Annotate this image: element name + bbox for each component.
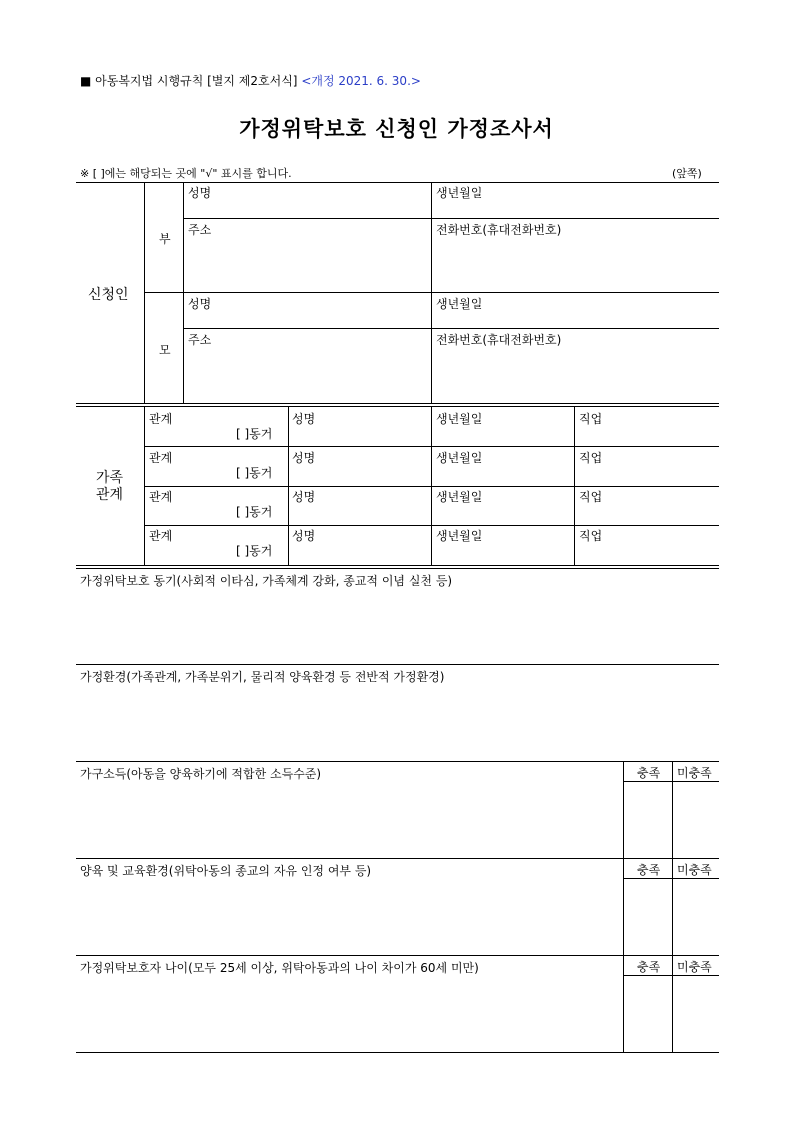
table-bottom-border [76, 1052, 719, 1053]
family-relation-field[interactable]: 관계 [149, 490, 173, 504]
mother-birth-field[interactable]: 생년월일 [436, 297, 483, 311]
family-label-line2: 관계 [96, 487, 124, 503]
father-phone-field[interactable]: 전화번호(휴대전화번호) [436, 223, 562, 237]
section-double-border [76, 403, 719, 407]
education-met-header: 충족 [637, 863, 661, 877]
environment-field[interactable]: 가정환경(가족관계, 가족분위기, 물리적 양육환경 등 전반적 가정환경) [80, 670, 445, 684]
cohabit-checkbox[interactable]: [ ]동거 [236, 505, 273, 519]
father-label: 부 [159, 232, 171, 246]
cohabit-checkbox[interactable]: [ ]동거 [236, 544, 273, 558]
row-divider [144, 525, 719, 526]
family-relation-field[interactable]: 관계 [149, 451, 173, 465]
family-relation-field[interactable]: 관계 [149, 529, 173, 543]
family-name-field[interactable]: 성명 [292, 412, 316, 426]
father-address-field[interactable]: 주소 [188, 223, 212, 237]
family-job-field[interactable]: 직업 [579, 412, 603, 426]
form-reference-text: ■ 아동복지법 시행규칙 [별지 제2호서식] [80, 74, 298, 88]
row-divider [144, 486, 719, 487]
form-reference [80, 74, 421, 88]
family-job-field[interactable]: 직업 [579, 451, 603, 465]
row-divider [76, 664, 719, 665]
age-met-checkbox[interactable] [624, 976, 672, 1052]
income-met-header: 충족 [637, 766, 661, 780]
family-label-line1: 가족 [96, 470, 124, 486]
row-divider [183, 218, 719, 219]
age-field[interactable]: 가정위탁보호자 나이(모두 25세 이상, 위탁아동과의 나이 차이가 60세 미만) [80, 961, 479, 975]
father-name-field[interactable]: 성명 [188, 186, 212, 200]
family-birth-field[interactable]: 생년월일 [436, 490, 483, 504]
family-name-field[interactable]: 성명 [292, 451, 316, 465]
income-met-checkbox[interactable] [624, 782, 672, 858]
education-field[interactable]: 양육 및 교육환경(위탁아동의 종교의 자유 인정 여부 등) [80, 864, 372, 878]
income-unmet-header: 미충족 [677, 766, 712, 780]
page-title: 가정위탁보호 신청인 가정조사서 [239, 117, 554, 141]
mother-label: 모 [159, 343, 171, 357]
father-mother-divider [144, 292, 719, 293]
row-divider [183, 328, 719, 329]
family-name-field[interactable]: 성명 [292, 490, 316, 504]
family-name-field[interactable]: 성명 [292, 529, 316, 543]
motive-field[interactable]: 가정위탁보호 동기(사회적 이타심, 가족체계 강화, 종교적 이념 실천 등) [80, 574, 453, 588]
amendment-date: <개정 2021. 6. 30.> [301, 74, 421, 88]
applicant-label: 신청인 [88, 287, 129, 303]
income-unmet-checkbox[interactable] [673, 782, 719, 858]
row-divider [144, 446, 719, 447]
income-field[interactable]: 가구소득(아동을 양육하기에 적합한 소득수준) [80, 767, 322, 781]
family-relation-field[interactable]: 관계 [149, 412, 173, 426]
family-job-field[interactable]: 직업 [579, 490, 603, 504]
family-birth-field[interactable]: 생년월일 [436, 451, 483, 465]
mother-name-field[interactable]: 성명 [188, 297, 212, 311]
row-divider [76, 858, 719, 859]
family-birth-field[interactable]: 생년월일 [436, 412, 483, 426]
section-double-border [76, 565, 719, 569]
mother-phone-field[interactable]: 전화번호(휴대전화번호) [436, 333, 562, 347]
family-job-field[interactable]: 직업 [579, 529, 603, 543]
age-unmet-checkbox[interactable] [673, 976, 719, 1052]
cohabit-checkbox[interactable]: [ ]동거 [236, 466, 273, 480]
mother-address-field[interactable]: 주소 [188, 333, 212, 347]
page-side-label: (앞쪽) [672, 167, 702, 180]
family-birth-field[interactable]: 생년월일 [436, 529, 483, 543]
table-top-border [76, 182, 719, 183]
row-divider [76, 955, 719, 956]
age-unmet-header: 미충족 [677, 960, 712, 974]
checkbox-instruction: ※ [ ]에는 해당되는 곳에 "√" 표시를 합니다. [80, 167, 292, 180]
age-met-header: 충족 [637, 960, 661, 974]
father-birth-field[interactable]: 생년월일 [436, 186, 483, 200]
cohabit-checkbox[interactable]: [ ]동거 [236, 427, 273, 441]
education-unmet-header: 미충족 [677, 863, 712, 877]
education-unmet-checkbox[interactable] [673, 879, 719, 955]
education-met-checkbox[interactable] [624, 879, 672, 955]
